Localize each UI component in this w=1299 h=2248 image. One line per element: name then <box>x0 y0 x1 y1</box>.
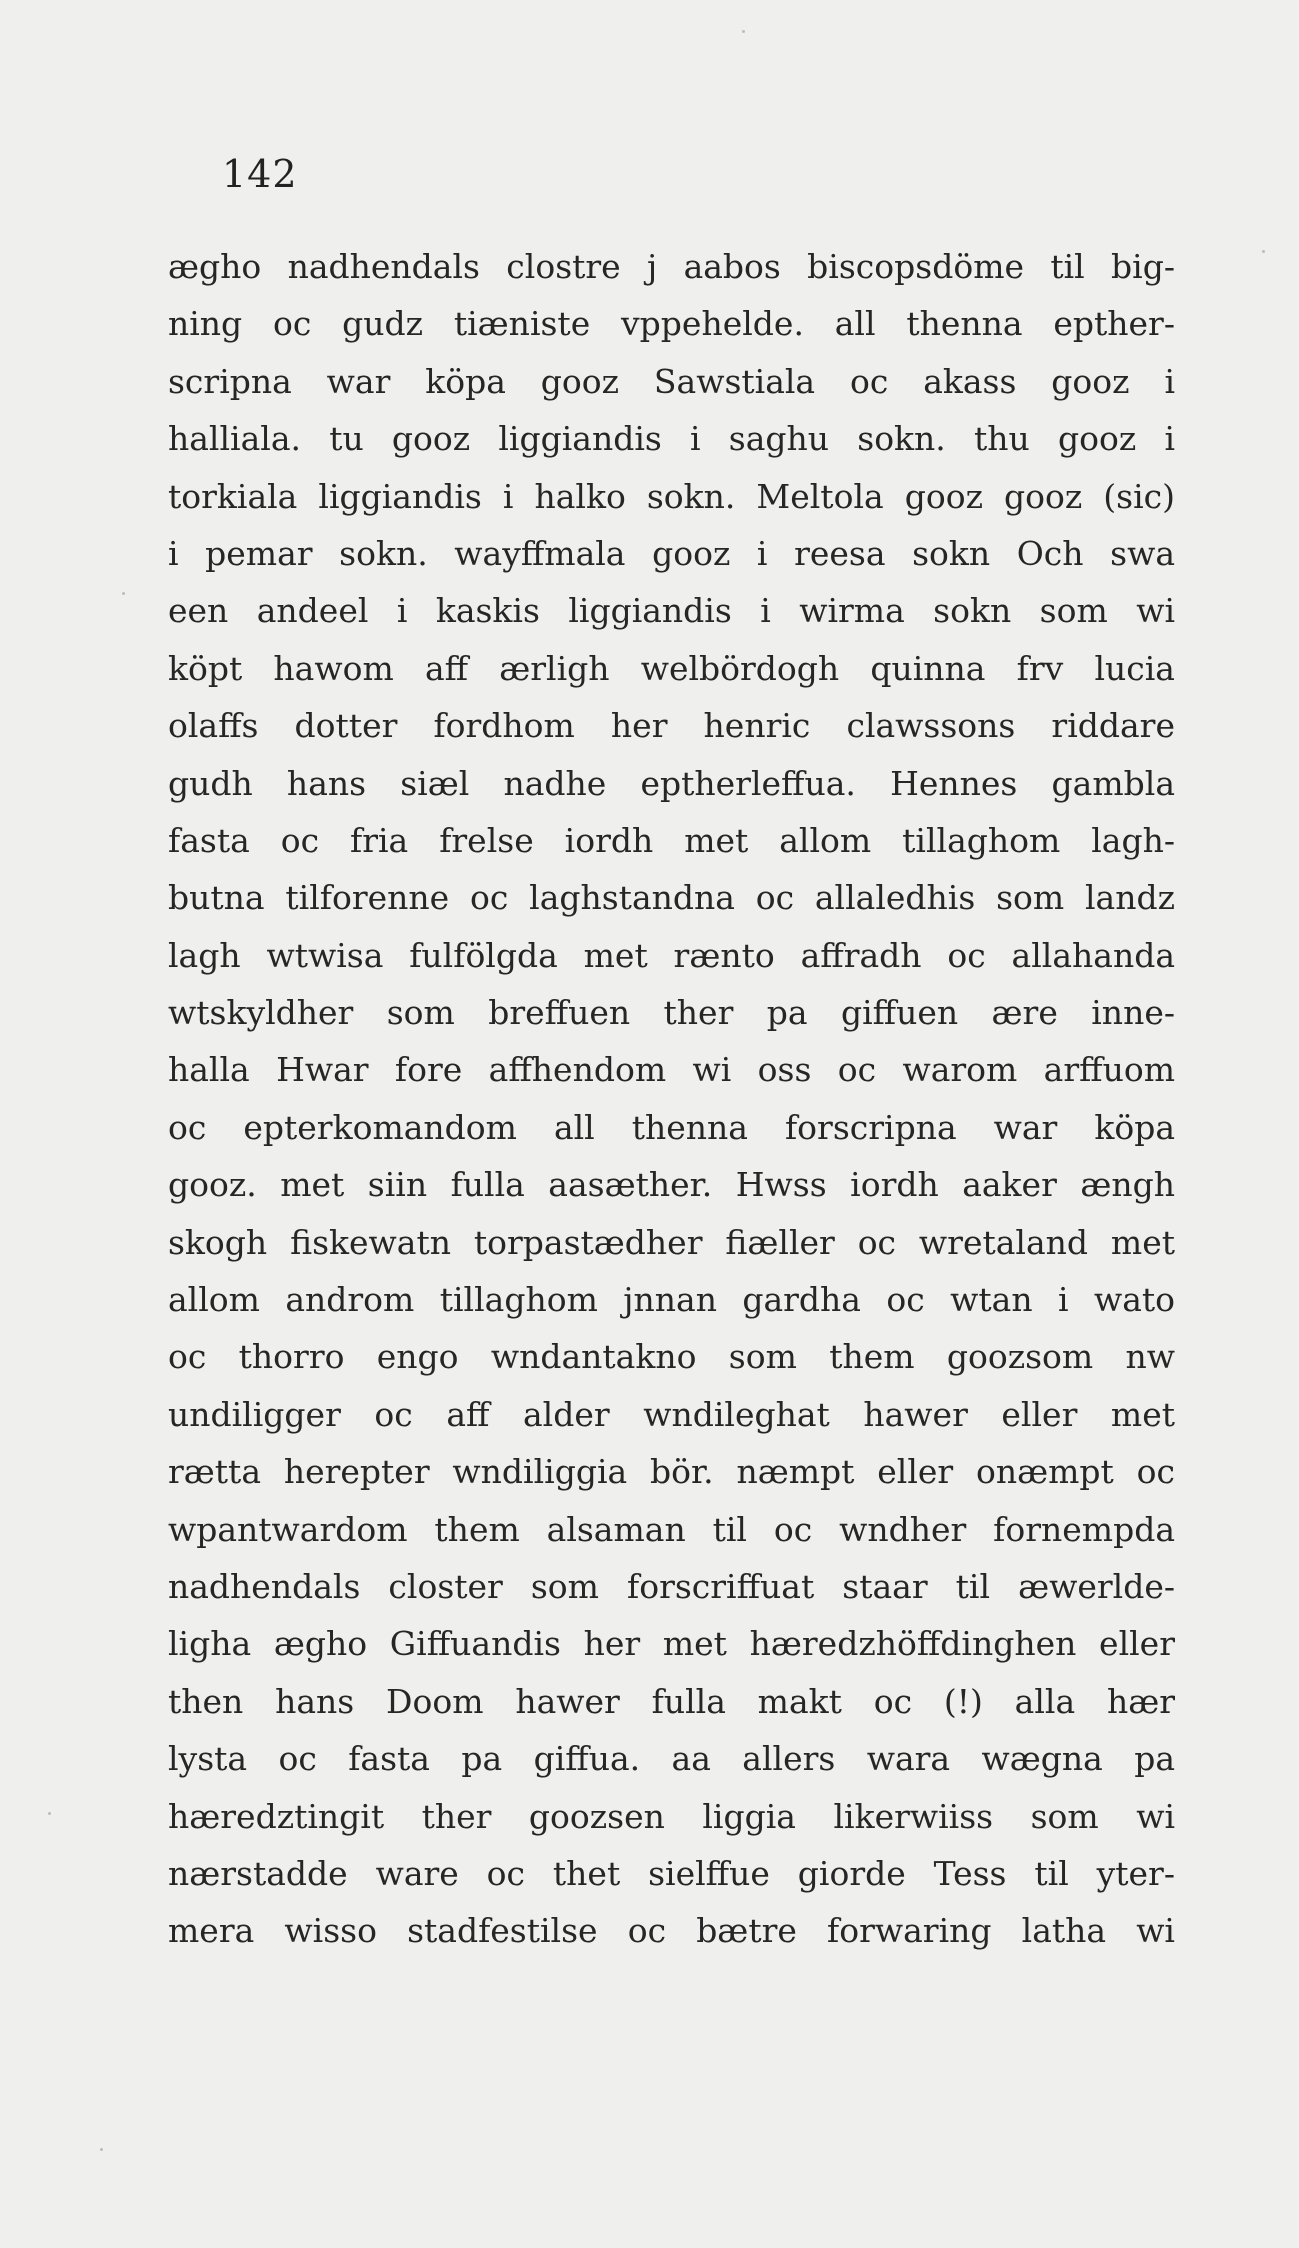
text-line: fasta oc fria frelse iordh met allom tillaghom lagh- <box>168 820 1175 860</box>
text-line: olaffs dotter fordhom her henric clawssons riddare <box>168 706 1175 746</box>
text-line: oc epterkomandom all thenna forscripna war köpa <box>168 1107 1175 1147</box>
page-number: 142 <box>222 152 298 196</box>
text-line: butna tilforenne oc laghstandna oc allaledhis som landz <box>168 878 1175 918</box>
text-line: een andeel i kaskis liggiandis i wirma sokn som wi <box>168 591 1175 631</box>
text-line: halliala. tu gooz liggiandis i saghu sokn. thu gooz i <box>168 419 1175 459</box>
text-line: lysta oc fasta pa giffua. aa allers wara wægna pa <box>168 1739 1175 1779</box>
text-line: skogh fiskewatn torpastædher fiæller oc wretaland met <box>168 1222 1175 1262</box>
text-line: wpantwardom them alsaman til oc wndher fornempda <box>168 1509 1175 1549</box>
text-line: nadhendals closter som forscriffuat staar til æwerlde- <box>168 1566 1175 1606</box>
text-line: undiligger oc aff alder wndileghat hawer eller met <box>168 1394 1175 1434</box>
body-text <box>168 238 1175 1960</box>
text-line: scripna war köpa gooz Sawstiala oc akass gooz i <box>168 361 1175 401</box>
paper-speck <box>122 592 125 595</box>
text-line: hæredztingit ther goozsen liggia likerwiiss som wi <box>168 1796 1175 1836</box>
text-line: nærstadde ware oc thet sielffue giorde Tess til yter- <box>168 1853 1175 1893</box>
text-line: allom androm tillaghom jnnan gardha oc wtan i wato <box>168 1280 1175 1320</box>
text-line: torkiala liggiandis i halko sokn. Meltola gooz gooz (sic) <box>168 476 1175 516</box>
paper-speck <box>742 30 745 33</box>
text-line: ligha ægho Giffuandis her met hæredzhöffdinghen eller <box>168 1624 1175 1664</box>
text-line: i pemar sokn. wayffmala gooz i reesa sokn Och swa <box>168 533 1175 573</box>
paper-speck <box>100 2148 103 2151</box>
paper-speck <box>48 1812 51 1815</box>
text-line: gooz. met siin fulla aasæther. Hwss iordh aaker ængh <box>168 1165 1175 1205</box>
text-line: ægho nadhendals clostre j aabos biscopsdöme til big- <box>168 247 1175 286</box>
text-line: gudh hans siæl nadhe eptherleffua. Hennes gambla <box>168 763 1175 803</box>
text-line: rætta herepter wndiliggia bör. næmpt eller onæmpt oc <box>168 1452 1175 1492</box>
text-line: wtskyldher som breffuen ther pa giffuen ære inne- <box>168 993 1175 1033</box>
text-line: then hans Doom hawer fulla makt oc (!) alla hær <box>168 1681 1175 1721</box>
text-line: halla Hwar fore affhendom wi oss oc warom arffuom <box>168 1050 1175 1090</box>
text-line: ning oc gudz tiæniste vppehelde. all thenna epther- <box>168 304 1175 344</box>
text-line: mera wisso stadfestilse oc bætre forwaring latha wi <box>168 1911 1175 1951</box>
text-line: köpt hawom aff ærligh welbördogh quinna frv lucia <box>168 648 1175 688</box>
text-line: lagh wtwisa fulfölgda met rænto affradh oc allahanda <box>168 935 1175 975</box>
paper-speck <box>1262 250 1265 253</box>
text-line: oc thorro engo wndantakno som them goozsom nw <box>168 1337 1175 1377</box>
